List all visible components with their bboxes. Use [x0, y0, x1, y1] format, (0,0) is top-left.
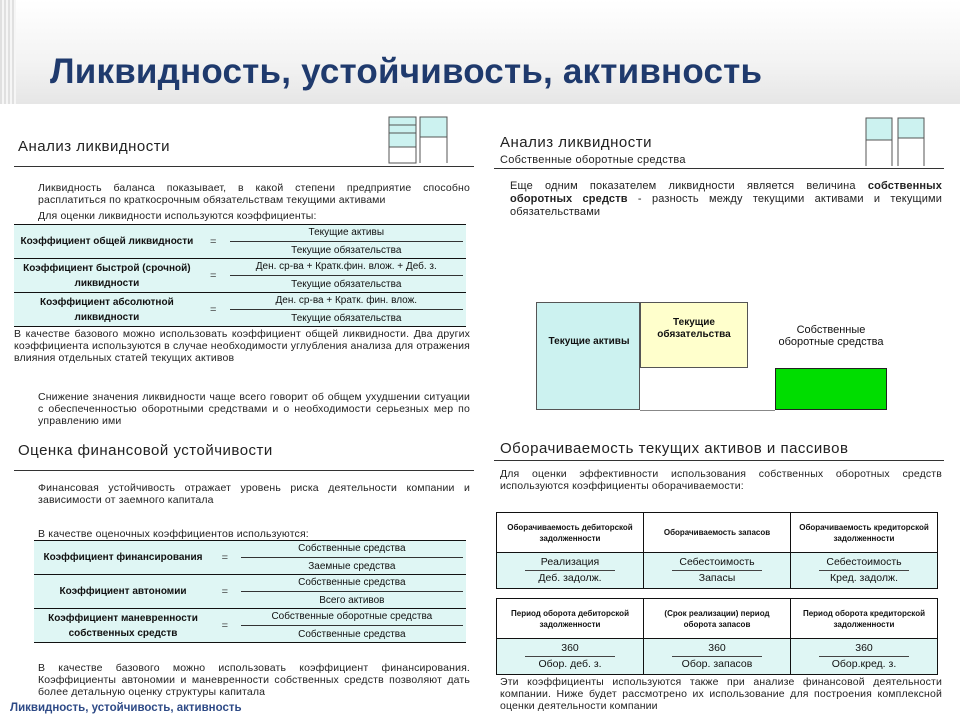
current-liabilities-label: Текущие обязательства	[657, 317, 731, 340]
working-capital-text: Еще одним показателем ликвидности является величина собственных оборотных средств - разность между текущими активами и текущими обязательствами	[510, 180, 943, 218]
turnover-formula-row	[497, 553, 938, 589]
liquidity-header: Анализ ликвидности	[18, 138, 170, 155]
turnover-formula	[497, 553, 644, 589]
ratio-name: Коэффициент абсолютной ликвидности	[14, 293, 200, 327]
ratio-row	[34, 609, 466, 643]
formula-denominator: Запасы	[698, 572, 736, 584]
ratio-name: Коэффициент автономии	[34, 575, 212, 609]
working-capital-rule	[494, 168, 944, 169]
turnover-table	[496, 512, 938, 589]
current-assets-block	[536, 302, 640, 410]
liquidity-lead: Для оценки ликвидности используются коэффициенты:	[38, 210, 317, 222]
ratio-name: Коэффициент общей ликвидности	[14, 225, 200, 259]
formula-numerator: 360	[819, 641, 909, 657]
turnover-column-header: Оборачиваемость запасов	[644, 513, 791, 553]
ratio-row	[14, 259, 466, 293]
period-header-row	[497, 599, 938, 639]
ratio-formula	[227, 293, 466, 327]
formula-numerator: Реализация	[525, 555, 615, 571]
liquidity-note-base: В качестве базового можно использовать коэффициент общей ликвидности. Два других коэффициента используются в случае необходимости углубления анализа для отражения влияния отдельных статей текущих активов	[14, 328, 470, 365]
formula-numerator: Себестоимость	[672, 555, 762, 571]
equals-sign: =	[200, 259, 227, 293]
formula-numerator: Текущие активы	[230, 225, 463, 242]
formula-denominator: Обор. запасов	[681, 658, 753, 670]
slide-footer: Ликвидность, устойчивость, активность	[10, 702, 242, 714]
turnover-header: Оборачиваемость текущих активов и пассивов	[500, 440, 849, 457]
ratio-formula	[238, 541, 466, 575]
equals-sign: =	[200, 225, 227, 259]
decorative-strip	[0, 0, 16, 104]
turnover-note: Эти коэффициенты используются также при анализе финансовой деятельности компании. Ниже будет рассмотрено их использование для построения комплексной оценки деятельности компании	[500, 676, 942, 713]
formula-denominator: Текущие обязательства	[291, 313, 402, 324]
turnover-column-header: Оборачиваемость кредиторской задолженности	[791, 513, 938, 553]
formula-denominator: Обор.кред. з.	[831, 658, 897, 670]
stability-ratio-table	[34, 540, 466, 643]
working-capital-header: Анализ ликвидности	[500, 134, 652, 151]
current-assets-label: Текущие активы	[548, 336, 630, 347]
stability-intro: Финансовая устойчивость отражает уровень риска деятельности компании и зависимости от заемного капитала	[38, 482, 470, 507]
stability-lead: В качестве оценочных коэффициентов используются:	[38, 528, 309, 540]
stability-header-rule	[14, 470, 474, 471]
equals-sign: =	[212, 575, 238, 609]
period-column-header: (Срок реализации) период оборота запасов	[644, 599, 791, 639]
turnover-header-rule	[494, 460, 944, 461]
turnover-intro: Для оценки эффективности использования собственных оборотных средств используются коэффициенты оборачиваемости:	[500, 468, 942, 493]
turnover-formula	[791, 553, 938, 589]
period-column-header: Период оборота дебиторской задолженности	[497, 599, 644, 639]
own-working-capital-label: Собственные оборотные средства	[778, 324, 884, 348]
formula-denominator: Деб. задолж.	[538, 572, 602, 584]
formula-denominator: Текущие обязательства	[291, 279, 402, 290]
formula-denominator: Кред. задолж.	[830, 572, 898, 584]
period-formula-row	[497, 639, 938, 675]
equals-sign: =	[212, 541, 238, 575]
formula-numerator: Себестоимость	[819, 555, 909, 571]
formula-numerator: Ден. ср-ва + Кратк. фин. влож.	[230, 293, 463, 310]
ratio-formula	[227, 259, 466, 293]
formula-numerator: 360	[672, 641, 762, 657]
ratio-name: Коэффициент быстрой (срочной) ликвидности	[14, 259, 200, 293]
turnover-column-header: Оборачиваемость дебиторской задолженности	[497, 513, 644, 553]
ratio-name: Коэффициент маневренности собственных средств	[34, 609, 212, 643]
ratio-formula	[238, 609, 466, 643]
formula-denominator: Текущие обязательства	[291, 245, 402, 256]
turnover-header-row	[497, 513, 938, 553]
stability-header: Оценка финансовой устойчивости	[18, 442, 273, 459]
liquidity-ratio-table	[14, 224, 466, 327]
formula-numerator: Собственные средства	[241, 541, 463, 558]
turnover-formula	[644, 553, 791, 589]
balance-baseline	[640, 410, 775, 411]
ratio-formula	[238, 575, 466, 609]
formula-numerator: Ден. ср-ва + Кратк.фин. влож. + Деб. з.	[230, 259, 463, 276]
own-working-capital-block	[775, 368, 887, 410]
period-formula	[791, 639, 938, 675]
spreadsheet-icon	[862, 116, 932, 168]
period-formula	[644, 639, 791, 675]
formula-numerator: 360	[525, 641, 615, 657]
working-capital-subheader: Собственные оборотные средства	[500, 154, 686, 166]
ratio-row	[14, 225, 466, 259]
liquidity-note-decline: Снижение значения ликвидности чаще всего говорит об общем ухудшении ситуации с обеспеченностью оборотными средствами и о необходимости серьезных мер по управлению ими	[38, 391, 470, 428]
ratio-formula	[227, 225, 466, 259]
formula-denominator: Всего активов	[319, 595, 385, 606]
period-table	[496, 598, 938, 675]
formula-denominator: Собственные средства	[298, 629, 406, 640]
ratio-row	[34, 575, 466, 609]
period-formula	[497, 639, 644, 675]
spreadsheet-icon	[386, 115, 476, 167]
equals-sign: =	[212, 609, 238, 643]
formula-denominator: Обор. деб. з.	[538, 658, 602, 670]
formula-numerator: Собственные оборотные средства	[241, 609, 463, 626]
ratio-row	[14, 293, 466, 327]
stability-note: В качестве базового можно использовать коэффициент финансирования. Коэффициенты автономии и маневренности собственных средств позволяют дать более детальную оценку структуры капитала	[38, 662, 470, 699]
period-column-header: Период оборота кредиторской задолженности	[791, 599, 938, 639]
formula-denominator: Заемные средства	[308, 561, 396, 572]
liquidity-intro: Ликвидность баланса показывает, в какой степени предприятие способно расплатиться по краткосрочным обязательствам текущими активами	[38, 182, 470, 207]
slide-title: Ликвидность, устойчивость, активность	[50, 52, 763, 91]
ratio-row	[34, 541, 466, 575]
equals-sign: =	[200, 293, 227, 327]
working-capital-term: собственных оборотных средств	[510, 180, 942, 205]
formula-numerator: Собственные средства	[241, 575, 463, 592]
ratio-name: Коэффициент финансирования	[34, 541, 212, 575]
